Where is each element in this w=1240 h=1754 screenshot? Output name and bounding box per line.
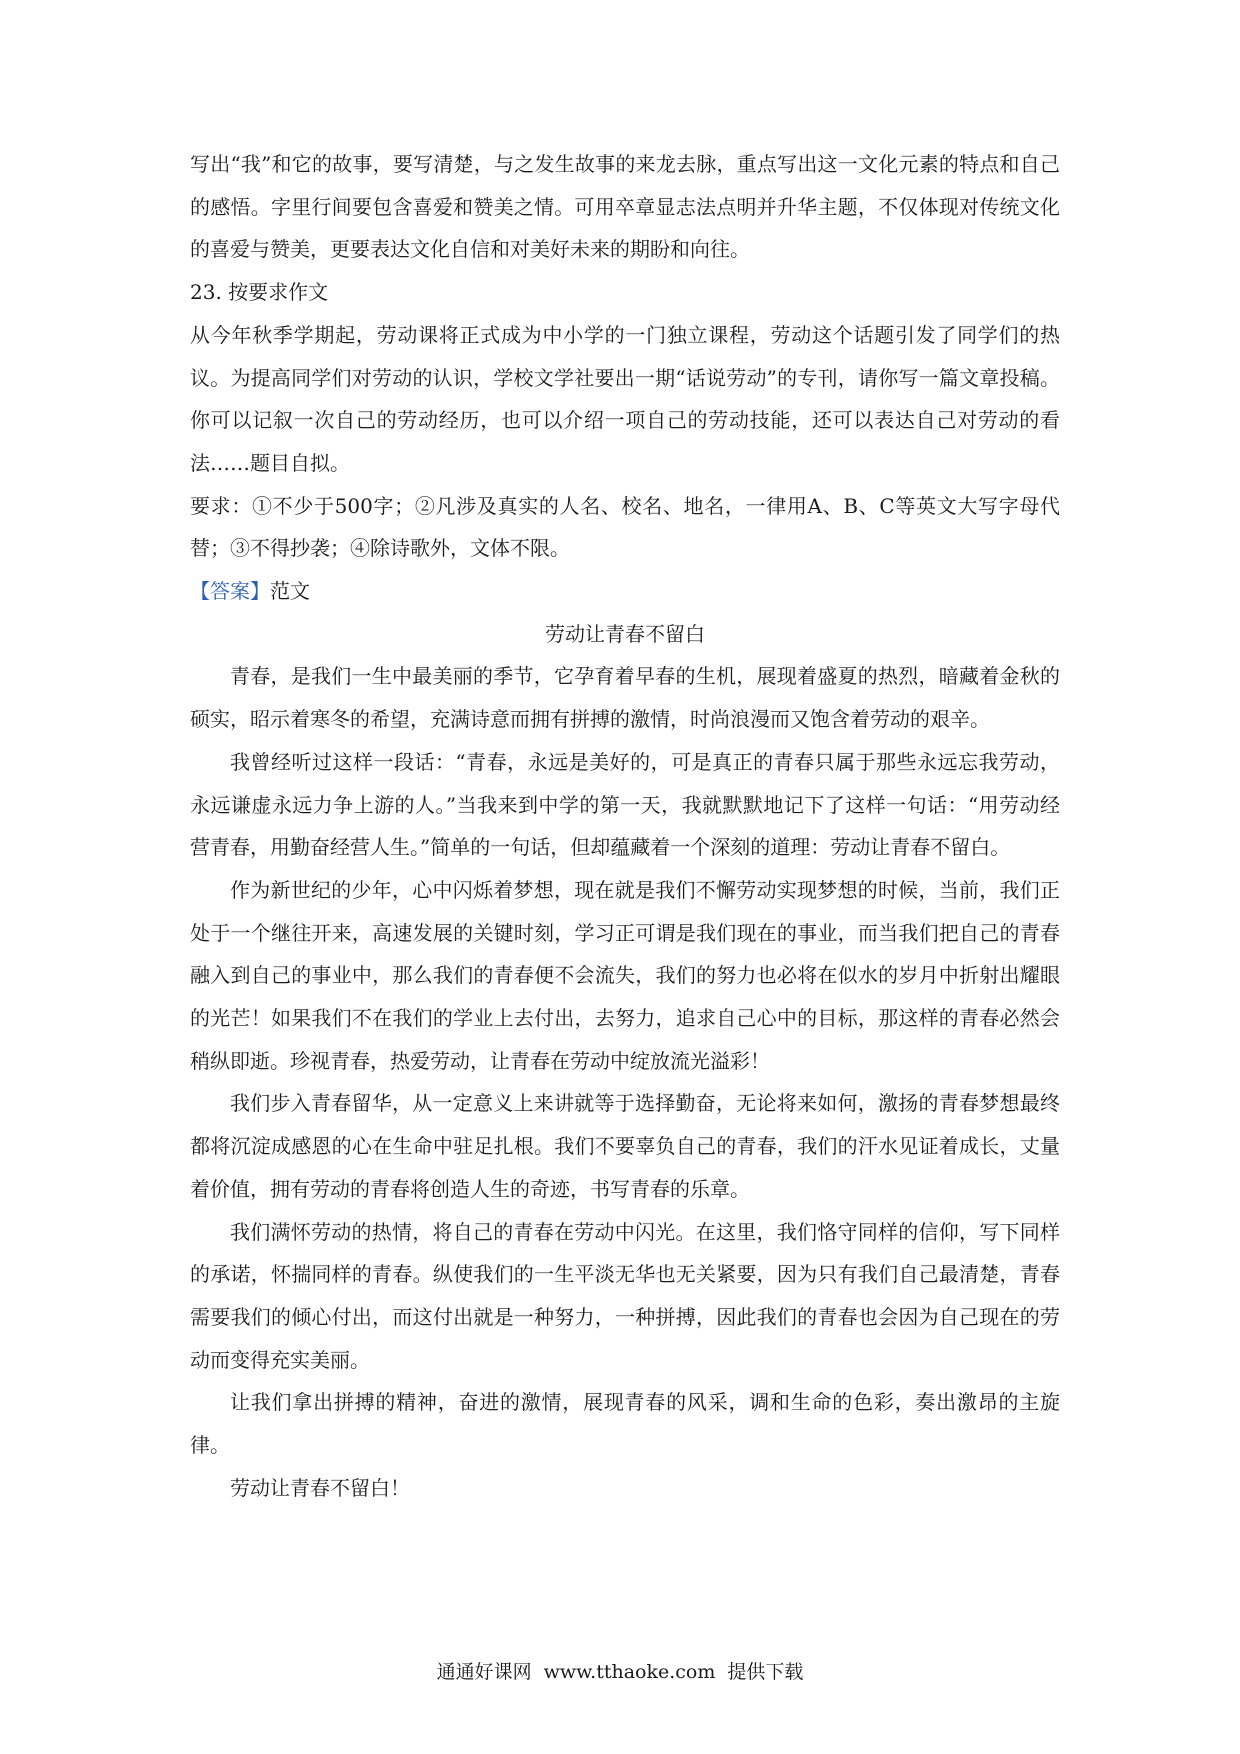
answer-tag: 【答案】 [190, 579, 270, 604]
question-prompt: 从今年秋季学期起，劳动课将正式成为中小学的一门独立课程，劳动这个话题引发了同学们的热议。为提高同学们对劳动的认识，学校文学社要出一期“话说劳动”的专刊，请你写一篇文章投稿。你可以记叙一次自己的劳动经历，也可以介绍一项自己的劳动技能，还可以表达自己对劳动的看法……题目自拟。 [190, 322, 1060, 475]
question-title: 23. 按要求作文 [190, 280, 329, 305]
essay-title: 劳动让青春不留白 [545, 621, 705, 646]
essay-paragraph: 青春，是我们一生中最美丽的季节，它孕育着早春的生机，展现着盛夏的热烈，暗藏着金秋的硕实，昭示着寒冬的希望，充满诗意而拥有拼搏的激情，时尚浪漫而又饱含着劳动的艰辛。 [190, 664, 1060, 732]
essay-paragraph: 作为新世纪的少年，心中闪烁着梦想，现在就是我们不懈劳动实现梦想的时候，当前，我们正处于一个继往开来，高速发展的关键时刻，学习正可谓是我们现在的事业，而当我们把自己的青春融入到自己的事业中，那么我们的青春便不会流失，我们的努力也必将在似水的岁月中折射出耀眼的光芒！如果我们不在我们的学业上去付出，去努力，追求自己心中的目标，那这样的青春必然会稍纵即逝。珍视青春，热爱劳动，让青春在劳动中绽放流光溢彩！ [190, 877, 1060, 1073]
page-content [190, 143, 1060, 1510]
footer-url[interactable]: www.tthaoke.com [543, 1661, 716, 1683]
essay-paragraph: 我曾经听过这样一段话：“青春，永远是美好的，可是真正的青春只属于那些永远忘我劳动，永远谦虚永远力争上游的人。”当我来到中学的第一天，我就默默地记下了这样一句话：“用劳动经营青春，用勤奋经营人生。”简单的一句话，但却蕴藏着一个深刻的道理：劳动让青春不留白。 [190, 749, 1060, 860]
essay-paragraph: 劳动让青春不留白！ [230, 1475, 410, 1500]
intro-paragraph: 写出“我”和它的故事，要写清楚，与之发生故事的来龙去脉，重点写出这一文化元素的特点和自己的感悟。字里行间要包含喜爱和赞美之情。可用卒章显志法点明并升华主题，不仅体现对传统文化的喜爱与赞美，更要表达文化自信和对美好未来的期盼和向往。 [190, 152, 1060, 262]
page-footer [0, 1658, 1240, 1686]
essay-paragraph: 我们步入青春留华，从一定意义上来讲就等于选择勤奋，无论将来如何，激扬的青春梦想最终都将沉淀成感恩的心在生命中驻足扎根。我们不要辜负自己的青春，我们的汗水见证着成长，丈量着价值，拥有劳动的青春将创造人生的奇迹，书写青春的乐章。 [190, 1091, 1060, 1201]
essay-paragraph: 我们满怀劳动的热情，将自己的青春在劳动中闪光。在这里，我们恪守同样的信仰，写下同样的承诺，怀揣同样的青春。纵使我们的一生平淡无华也无关紧要，因为只有我们自己最清楚，青春需要我们的倾心付出，而这付出就是一种努力，一种拼搏，因此我们的青春也会因为自己现在的劳动而变得充实美丽。 [190, 1219, 1060, 1372]
question-requirements: 要求：①不少于500字；②凡涉及真实的人名、校名、地名，一律用A、B、C等英文大写字母代替；③不得抄袭；④除诗歌外，文体不限。 [190, 493, 1060, 561]
answer-label: 范文 [270, 579, 310, 604]
footer-site-name: 通通好课网 [436, 1661, 532, 1683]
footer-note: 提供下载 [727, 1661, 804, 1683]
answer-heading [190, 570, 1060, 613]
essay-paragraph: 让我们拿出拼搏的精神，奋进的激情，展现青春的风采，调和生命的色彩，奏出激昂的主旋律。 [190, 1390, 1060, 1458]
